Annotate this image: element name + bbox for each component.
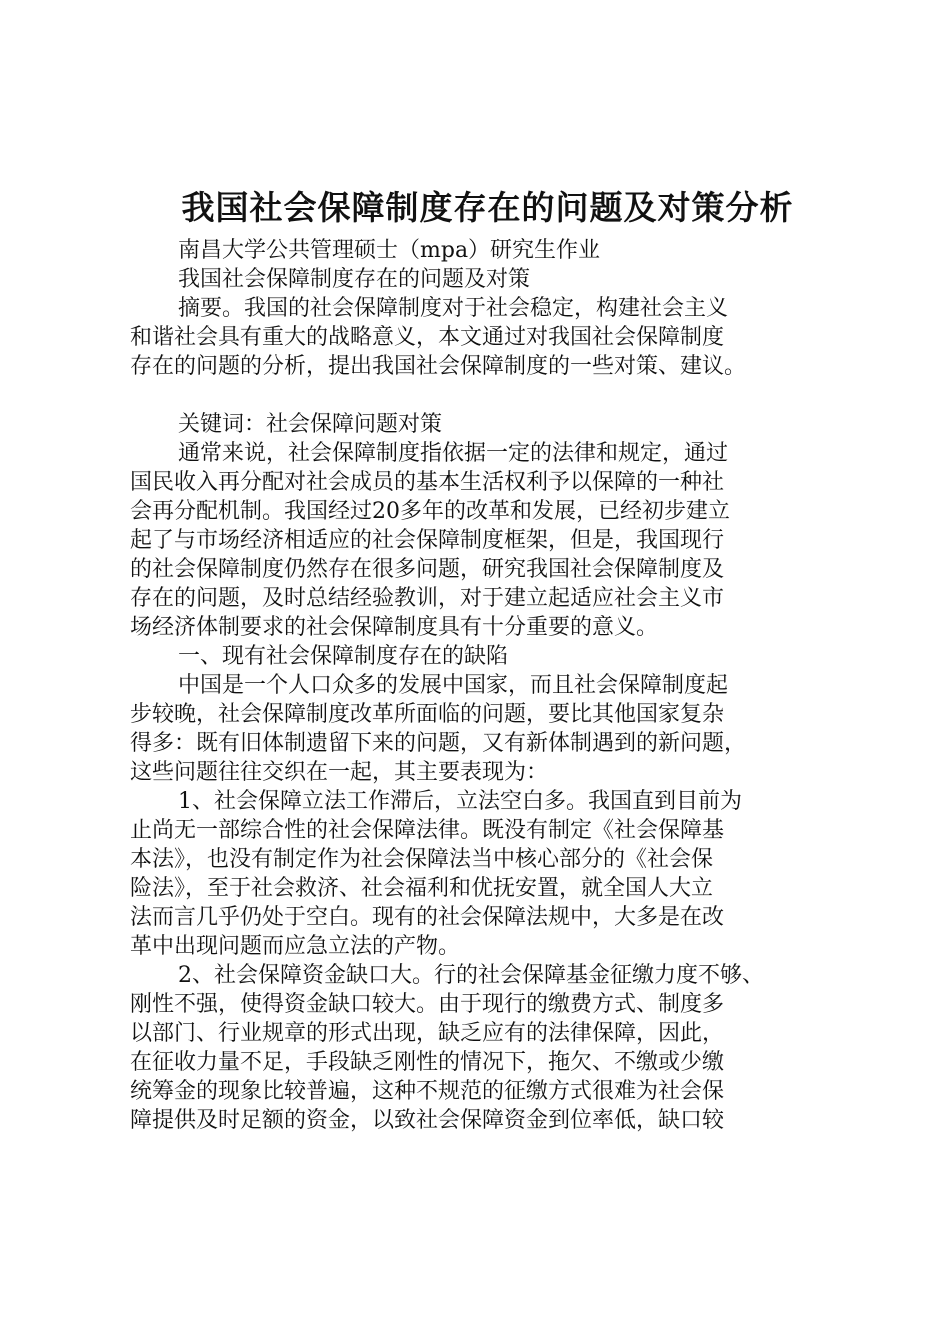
subtitle-topic: 我国社会保障制度存在的问题及对策 bbox=[178, 267, 531, 292]
point-two-line: 刚性不强，使得资金缺口较大。由于现行的缴费方式、制度多 bbox=[130, 992, 725, 1017]
document-body bbox=[130, 236, 845, 1135]
section-line: 步较晚，社会保障制度改革所面临的问题，要比其他国家复杂 bbox=[130, 702, 725, 727]
intro-line: 场经济体制要求的社会保障制度具有十分重要的意义。 bbox=[130, 615, 659, 640]
intro-line: 起了与市场经济相适应的社会保障制度框架，但是，我国现行 bbox=[130, 528, 725, 553]
intro-line: 存在的问题，及时总结经验教训，对于建立起适应社会主义市 bbox=[130, 586, 725, 611]
section-line: 得多：既有旧体制遗留下来的问题，又有新体制遇到的新问题， bbox=[130, 731, 747, 756]
point-two-line: 2、社会保障资金缺口大。行的社会保障基金征缴力度不够、 bbox=[178, 963, 764, 988]
section-line: 这些问题往往交织在一起，其主要表现为： bbox=[130, 760, 549, 785]
abstract-line: 摘要。我国的社会保障制度对于社会稳定，构建社会主义 bbox=[178, 296, 729, 321]
point-two-line: 障提供及时足额的资金，以致社会保障资金到位率低，缺口较 bbox=[130, 1108, 725, 1133]
point-one-line: 1、社会保障立法工作滞后，立法空白多。我国直到目前为 bbox=[178, 789, 742, 814]
point-one-line: 险法》，至于社会救济、社会福利和优抚安置，就全国人大立 bbox=[130, 876, 714, 901]
point-one-line: 革中出现问题而应急立法的产物。 bbox=[130, 934, 461, 959]
document-title: 我国社会保障制度存在的问题及对策分析 bbox=[181, 188, 794, 227]
abstract-line: 和谐社会具有重大的战略意义，本文通过对我国社会保障制度 bbox=[130, 325, 725, 350]
abstract-line: 存在的问题的分析，提出我国社会保障制度的一些对策、建议。 bbox=[130, 354, 747, 379]
intro-line: 通常来说，社会保障制度指依据一定的法律和规定，通过 bbox=[178, 441, 729, 466]
point-two-line: 在征收力量不足，手段缺乏刚性的情况下，拖欠、不缴或少缴 bbox=[130, 1050, 725, 1075]
point-two-line: 统筹金的现象比较普遍，这种不规范的征缴方式很难为社会保 bbox=[130, 1079, 725, 1104]
point-one-line: 法而言几乎仍处于空白。现有的社会保障法规中，大多是在改 bbox=[130, 905, 725, 930]
section-heading: 一、现有社会保障制度存在的缺陷 bbox=[178, 644, 509, 669]
intro-line: 国民收入再分配对社会成员的基本生活权利予以保障的一种社 bbox=[130, 470, 725, 495]
section-line: 中国是一个人口众多的发展中国家，而且社会保障制度起 bbox=[178, 673, 729, 698]
keywords-line: 关键词：社会保障问题对策 bbox=[178, 412, 443, 437]
intro-line: 会再分配机制。我国经过20多年的改革和发展，已经初步建立 bbox=[130, 499, 730, 524]
point-one-line: 止尚无一部综合性的社会保障法律。既没有制定《社会保障基 bbox=[130, 818, 725, 843]
point-one-line: 本法》，也没有制定作为社会保障法当中核心部分的《社会保 bbox=[130, 847, 714, 872]
subtitle-course: 南昌大学公共管理硕士（mpa）研究生作业 bbox=[178, 238, 601, 263]
point-two-line: 以部门、行业规章的形式出现，缺乏应有的法律保障，因此， bbox=[130, 1021, 725, 1046]
paragraph-gap bbox=[130, 381, 845, 410]
intro-line: 的社会保障制度仍然存在很多问题，研究我国社会保障制度及 bbox=[130, 557, 725, 582]
